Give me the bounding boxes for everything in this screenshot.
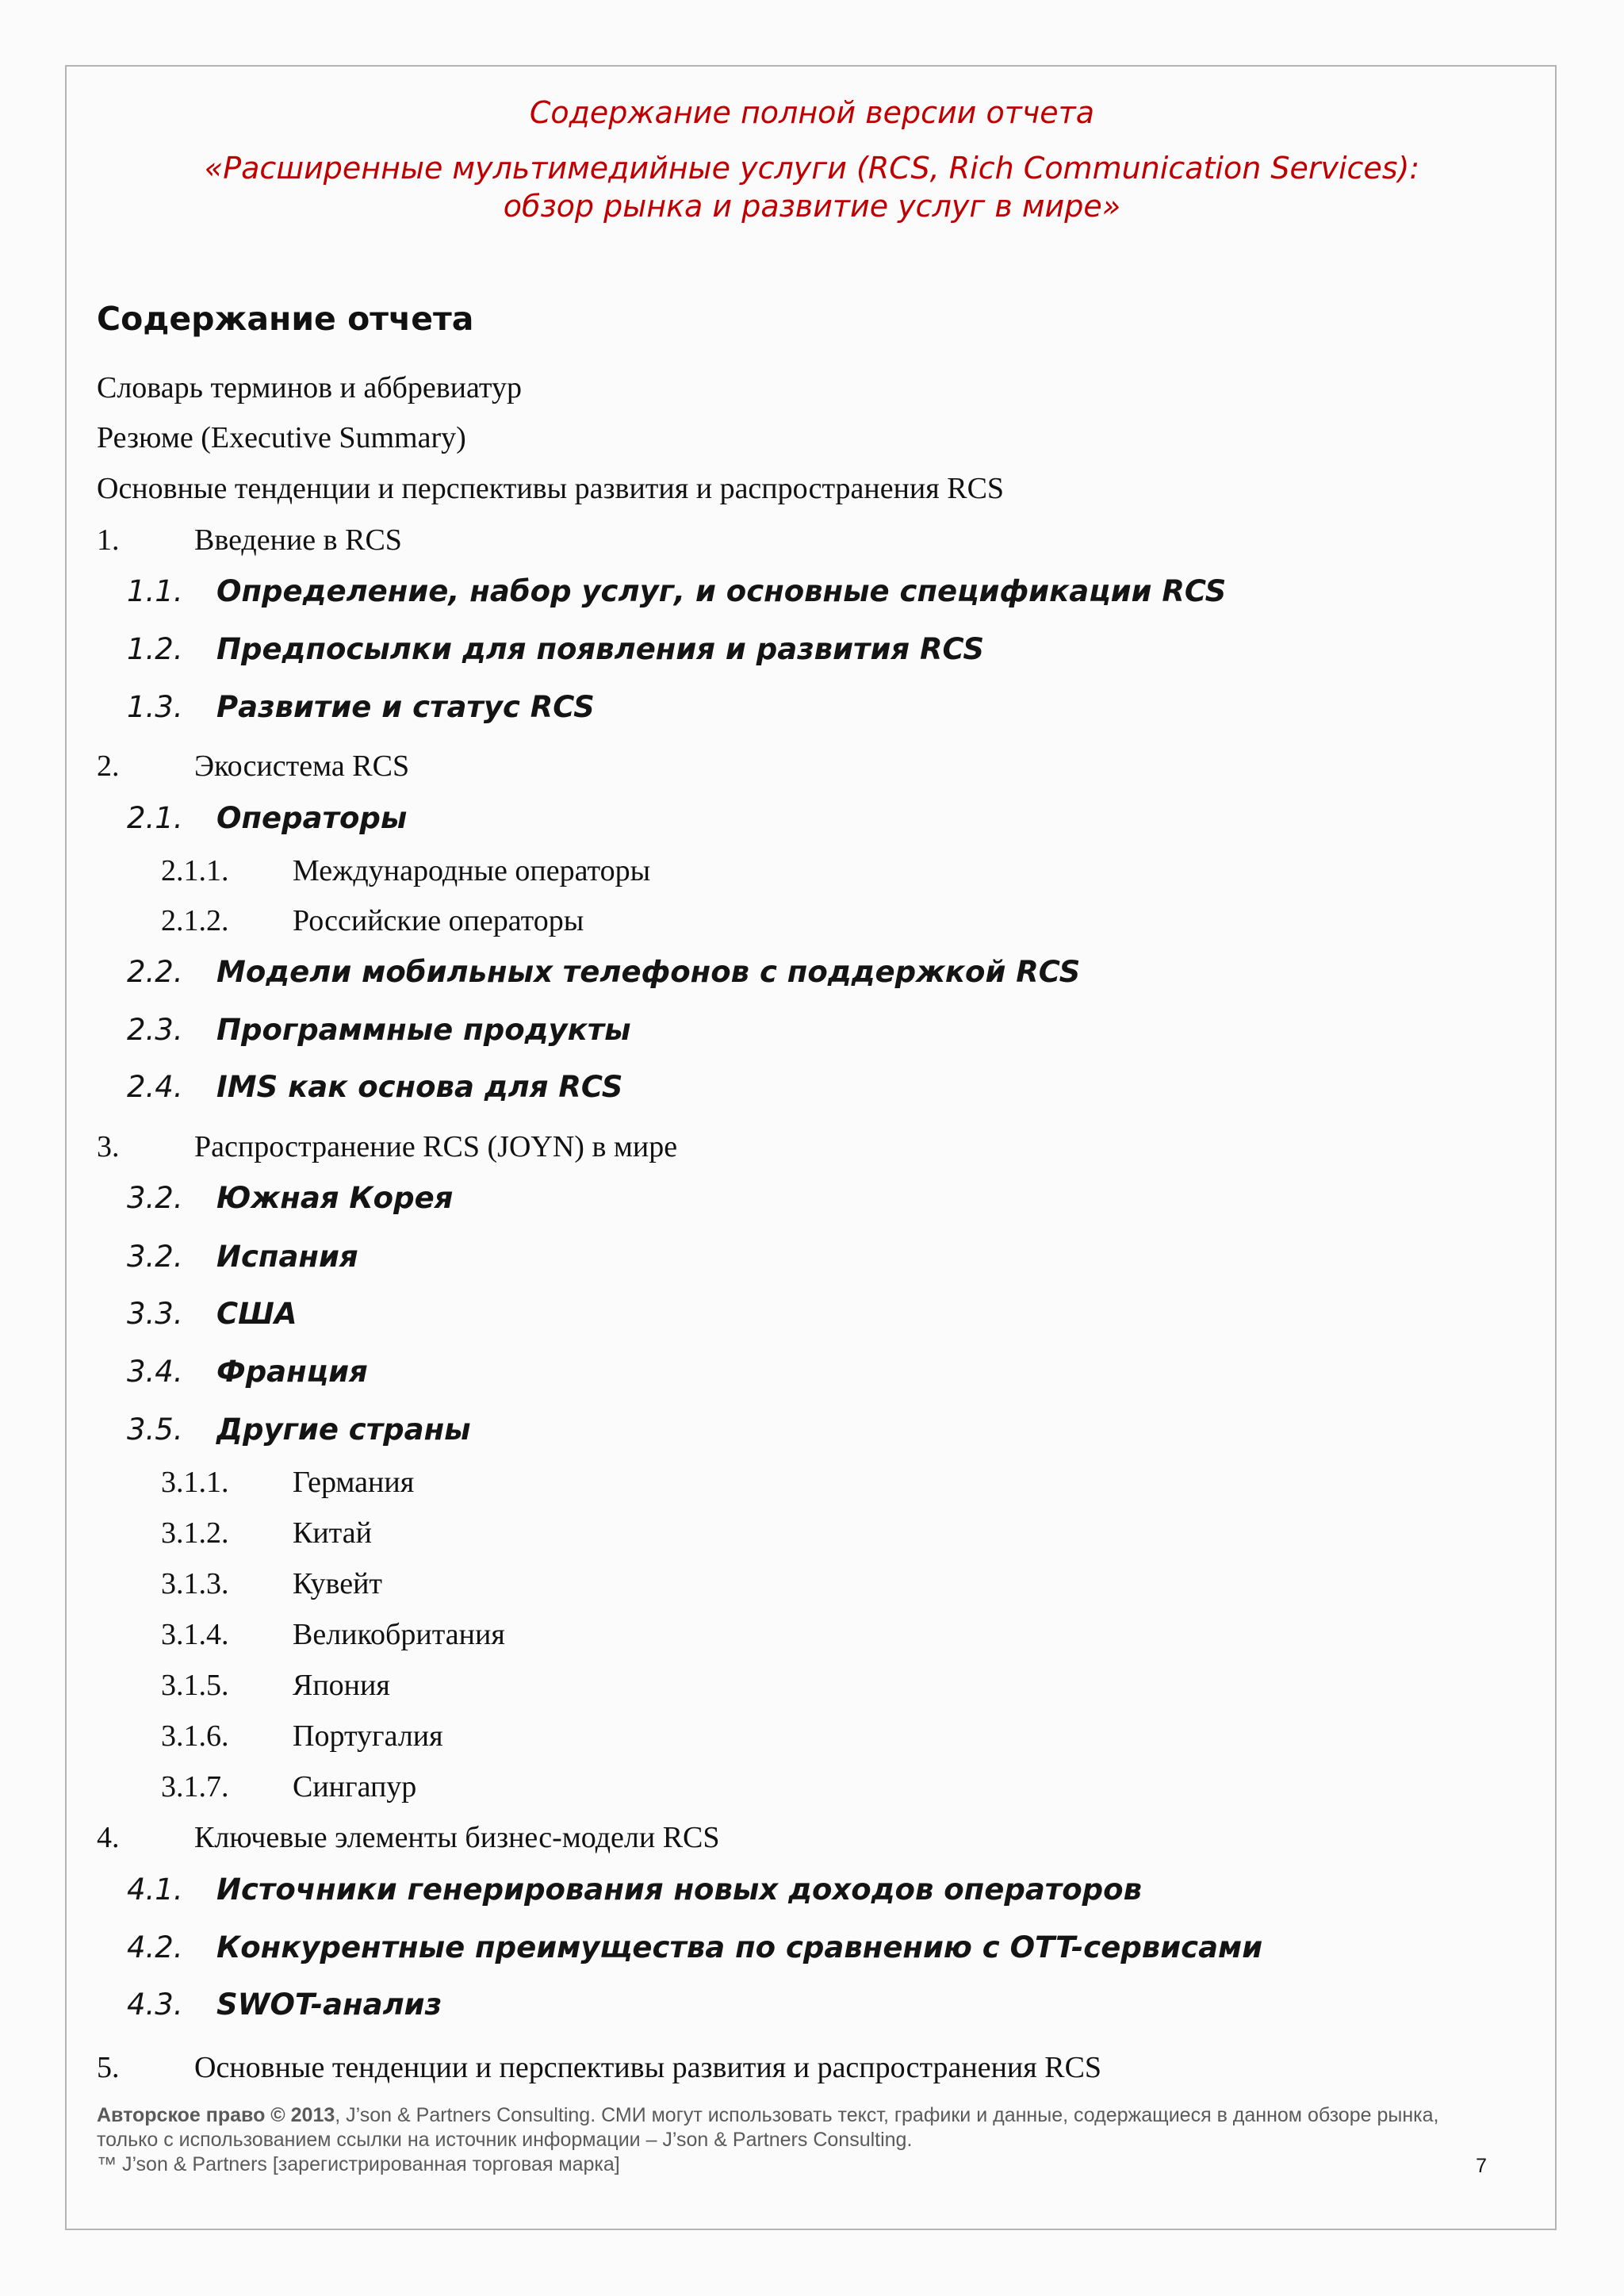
- copyright-label: Авторское право © 2013: [97, 2104, 335, 2126]
- trademark-notice: ™ J’son & Partners [зарегистрированная торговая марка]: [97, 2153, 620, 2175]
- toc-entry-number: 2.1.: [127, 801, 183, 835]
- toc-entry-title: Германия: [293, 1466, 415, 1499]
- toc-entry-title: Основные тенденции и перспективы развития и распространения RCS: [194, 2051, 1102, 2084]
- title-line-1: Содержание полной версии отчета: [529, 95, 1095, 130]
- toc-entry-number: 1.2.: [127, 632, 183, 666]
- footer: [97, 2103, 1488, 2177]
- toc-entry-title: Резюме (Executive Summary): [97, 421, 466, 454]
- toc-entry-title: Конкурентные преимущества по сравнению с OTT-сервисами: [216, 1930, 1263, 1964]
- toc-entry-number: 1.: [97, 523, 120, 557]
- toc-heading: Содержание отчета: [97, 300, 474, 338]
- toc-entry-number: 2.4.: [127, 1070, 183, 1104]
- copyright-text: , J’son & Partners Consulting. СМИ могут использовать текст, графики и данные, содержащиеся в данном обзоре рынка, только с использованием ссылки на источник информации – J’son & Partners Consulting.: [97, 2104, 1439, 2151]
- toc-entry-title: Операторы: [216, 801, 408, 835]
- title-line-2: «Расширенные мультимедийные услуги (RCS, Rich Communication Services):: [204, 151, 1420, 186]
- toc-entry-title: Великобритания: [293, 1618, 505, 1651]
- toc-entry-title: Введение в RCS: [194, 523, 402, 557]
- toc-entry-title: Сингапур: [293, 1770, 417, 1803]
- toc-entry-title: Модели мобильных телефонов с поддержкой RCS: [216, 955, 1081, 989]
- toc-entry-number: 2.3.: [127, 1013, 183, 1047]
- toc-entry-title: SWOT-анализ: [216, 1987, 442, 2022]
- toc-entry-number: 3.1.1.: [161, 1466, 229, 1499]
- toc-entry-title: Португалия: [293, 1719, 443, 1753]
- toc-entry-title: Южная Корея: [216, 1181, 454, 1215]
- toc-entry-number: 3.2.: [127, 1181, 183, 1215]
- toc-entry-number: 1.3.: [127, 690, 183, 724]
- page-number: 7: [1476, 2155, 1487, 2177]
- toc-entry-title: Источники генерирования новых доходов операторов: [216, 1872, 1142, 1907]
- toc-entry-title: Основные тенденции и перспективы развития и распространения RCS: [97, 472, 1005, 505]
- toc-entry-title: Словарь терминов и аббревиатур: [97, 371, 523, 404]
- toc-entry-title: Китай: [293, 1516, 372, 1550]
- toc-entry-number: 3.1.2.: [161, 1516, 229, 1550]
- toc-entry-number: 3.4.: [127, 1355, 183, 1389]
- toc-entry-number: 3.1.3.: [161, 1567, 229, 1600]
- toc-entry-number: 3.: [97, 1130, 120, 1163]
- toc-entry-title: Российские операторы: [293, 904, 584, 937]
- toc-entry-number: 3.2.: [127, 1240, 183, 1274]
- toc-entry-title: Международные операторы: [293, 854, 651, 887]
- toc-entry-number: 3.3.: [127, 1297, 183, 1331]
- toc-entry-title: IMS как основа для RCS: [216, 1070, 623, 1104]
- toc-entry-number: 2.2.: [127, 955, 183, 989]
- toc-entry-title: Франция: [216, 1355, 368, 1389]
- toc-entry-number: 1.1.: [127, 574, 183, 608]
- toc-entry-number: 3.1.5.: [161, 1669, 229, 1702]
- toc-entry-title: Предпосылки для появления и развития RCS: [216, 632, 984, 666]
- toc-entry-number: 3.1.4.: [161, 1618, 229, 1651]
- toc-entry-number: 3.5.: [127, 1412, 183, 1447]
- toc-entry-number: 3.1.6.: [161, 1719, 229, 1753]
- toc-entry-number: 4.3.: [127, 1987, 183, 2022]
- toc-entry-title: Другие страны: [216, 1412, 471, 1447]
- toc-entry-title: Развитие и статус RCS: [216, 690, 595, 724]
- toc-entry-title: США: [216, 1297, 297, 1331]
- copyright-notice: [97, 2103, 1488, 2152]
- toc-entry-number: 2.1.1.: [161, 854, 229, 887]
- toc-entry-title: Распространение RCS (JOYN) в мире: [194, 1130, 678, 1163]
- toc-entry-number: 5.: [97, 2051, 120, 2084]
- toc-entry-title: Испания: [216, 1240, 358, 1274]
- toc-entry-number: 3.1.7.: [161, 1770, 229, 1803]
- toc-entry-title: Кувейт: [293, 1567, 383, 1600]
- toc-entry-number: 2.1.2.: [161, 904, 229, 937]
- toc-entry-title: Япония: [293, 1669, 390, 1702]
- toc-entry-title: Программные продукты: [216, 1013, 631, 1047]
- toc-entry-title: Экосистема RCS: [194, 749, 410, 783]
- toc-entry-title: Ключевые элементы бизнес-модели RCS: [194, 1821, 720, 1854]
- toc-entry-number: 4.2.: [127, 1930, 183, 1964]
- toc-entry-number: 4.: [97, 1821, 120, 1854]
- title-line-3: обзор рынка и развитие услуг в мире»: [503, 189, 1121, 224]
- toc-entry-number: 2.: [97, 749, 120, 783]
- toc-entry-number: 4.1.: [127, 1872, 183, 1907]
- toc-entry-title: Определение, набор услуг, и основные спецификации RCS: [216, 574, 1227, 608]
